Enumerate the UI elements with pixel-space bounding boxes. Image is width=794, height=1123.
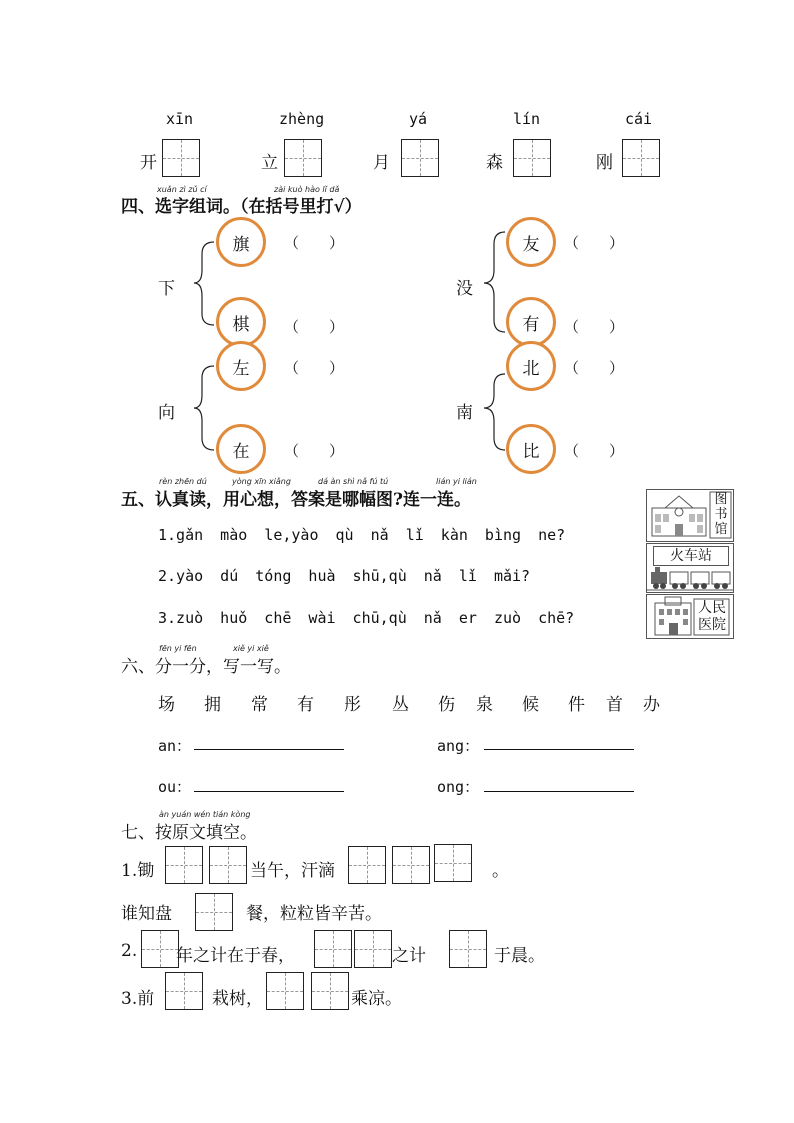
brace-3 xyxy=(194,366,214,450)
poem-text: 之计 xyxy=(392,946,426,966)
answer-parentheses[interactable]: （ ） xyxy=(284,359,345,377)
question-line: 1.gǎn mào le,yào qù nǎ lǐ kàn bìng ne? xyxy=(158,526,566,544)
sort-char: 候 xyxy=(522,695,539,715)
char-5: 刚 xyxy=(596,153,613,173)
stem-char: 南 xyxy=(456,403,473,423)
answer-parentheses[interactable]: （ ） xyxy=(284,442,345,460)
answer-line[interactable] xyxy=(484,749,634,750)
sort-char: 场 xyxy=(158,695,175,715)
poem-text: 餐，粒粒皆辛苦。 xyxy=(246,904,382,924)
section-7-title: 七、按原文填空。 xyxy=(121,823,257,843)
rhyme-label: ong： xyxy=(437,778,480,796)
poem-text: 年之计在于春， xyxy=(176,946,295,966)
tianzi-box[interactable] xyxy=(348,846,386,884)
picture-label: 火车站 xyxy=(653,546,729,566)
option-circle[interactable]: 左 xyxy=(216,341,266,391)
tianzi-box[interactable] xyxy=(195,893,233,931)
brace-4 xyxy=(484,374,505,450)
tianzi-box[interactable] xyxy=(266,972,304,1010)
option-circle[interactable]: 比 xyxy=(506,424,556,474)
picture-label: 人民医院 xyxy=(698,600,726,633)
sort-char: 泉 xyxy=(476,695,493,715)
library-picture[interactable] xyxy=(646,489,734,542)
sort-char: 常 xyxy=(251,695,268,715)
answer-parentheses[interactable]: （ ） xyxy=(564,234,625,252)
tianzi-box[interactable] xyxy=(434,844,472,882)
poem-text: 栽树， xyxy=(212,989,263,1009)
poem-text: 于晨。 xyxy=(494,946,545,966)
stem-char: 没 xyxy=(456,279,473,299)
sort-char: 彤 xyxy=(344,695,361,715)
question-line: 3.zuò huǒ chē wài chū,qù nǎ er zuò chē? xyxy=(158,609,575,627)
option-circle[interactable]: 友 xyxy=(506,217,556,267)
ruby-annotation: xuǎn zì zǔ cí xyxy=(157,185,207,194)
ruby-annotation: xiě yi xiě xyxy=(233,644,269,653)
char-2: 立 xyxy=(261,153,278,173)
poem-text: 当午，汗滴 xyxy=(250,861,335,881)
pinyin-3: yá xyxy=(409,110,428,128)
option-circle[interactable]: 在 xyxy=(216,424,266,474)
pinyin-4: lín xyxy=(513,110,541,128)
train-station-picture[interactable] xyxy=(646,543,734,593)
tianzi-box[interactable] xyxy=(209,846,247,884)
ruby-annotation: lián yi lián xyxy=(436,477,477,486)
rhyme-label: ou： xyxy=(158,778,192,796)
poem-text: 乘凉。 xyxy=(351,989,402,1009)
tianzi-box[interactable] xyxy=(314,930,352,968)
option-circle[interactable]: 棋 xyxy=(216,297,266,347)
tianzi-box[interactable] xyxy=(165,972,203,1010)
tianzi-box[interactable] xyxy=(449,930,487,968)
ruby-annotation: rèn zhēn dú xyxy=(159,477,207,486)
answer-line[interactable] xyxy=(194,791,344,792)
sort-char: 办 xyxy=(643,695,660,715)
answer-parentheses[interactable]: （ ） xyxy=(284,318,345,336)
tianzi-box[interactable] xyxy=(141,930,179,968)
section-4-title: 四、选字组词。（在括号里打√） xyxy=(121,197,362,217)
option-circle[interactable]: 有 xyxy=(506,297,556,347)
answer-parentheses[interactable]: （ ） xyxy=(284,234,345,252)
section-5-title: 五、认真读，用心想，答案是哪幅图?连一连。 xyxy=(121,490,471,510)
ruby-annotation: yòng xīn xiǎng xyxy=(232,477,291,486)
answer-parentheses[interactable]: （ ） xyxy=(564,442,625,460)
poem-text: 2. xyxy=(121,941,138,961)
tianzi-box[interactable] xyxy=(311,972,349,1010)
sort-char: 丛 xyxy=(392,695,409,715)
stem-char: 下 xyxy=(158,279,175,299)
section-6-title: 六、分一分，写一写。 xyxy=(121,657,291,677)
ruby-annotation: àn yuán wén tián kòng xyxy=(159,810,251,819)
option-circle[interactable]: 北 xyxy=(506,341,556,391)
rhyme-label: ang： xyxy=(437,737,480,755)
pinyin-1: xīn xyxy=(166,110,194,128)
poem-text: 3.前 xyxy=(121,989,155,1009)
sort-char: 首 xyxy=(606,695,623,715)
pinyin-5: cái xyxy=(625,110,653,128)
poem-text: 。 xyxy=(492,861,509,881)
sort-char: 件 xyxy=(568,695,585,715)
tianzi-box[interactable] xyxy=(354,930,392,968)
tianzi-box[interactable] xyxy=(165,846,203,884)
answer-line[interactable] xyxy=(484,791,634,792)
sort-char: 伤 xyxy=(438,695,455,715)
rhyme-label: an： xyxy=(158,737,192,755)
stem-char: 向 xyxy=(158,403,175,423)
answer-parentheses[interactable]: （ ） xyxy=(564,318,625,336)
option-circle[interactable]: 旗 xyxy=(216,217,266,267)
char-1: 开 xyxy=(140,153,157,173)
picture-label: 图书馆 xyxy=(714,492,728,537)
brace-2 xyxy=(484,232,505,332)
ruby-annotation: fēn yi fēn xyxy=(159,644,197,653)
tianzi-box[interactable] xyxy=(392,846,430,884)
question-line: 2.yào dú tóng huà shū,qù nǎ lǐ mǎi? xyxy=(158,567,531,585)
char-3: 月 xyxy=(373,153,390,173)
pinyin-2: zhèng xyxy=(279,110,325,128)
sort-char: 有 xyxy=(297,695,314,715)
train-icon xyxy=(647,566,733,592)
answer-parentheses[interactable]: （ ） xyxy=(564,359,625,377)
poem-text: 1.锄 xyxy=(121,861,155,881)
hospital-picture[interactable] xyxy=(646,594,734,639)
sort-char: 拥 xyxy=(204,695,221,715)
ruby-annotation: zài kuò hào lǐ dǎ xyxy=(274,185,340,194)
ruby-annotation: dá àn shì nǎ fú tú xyxy=(318,477,389,486)
char-4: 森 xyxy=(486,153,503,173)
brace-1 xyxy=(194,242,214,325)
answer-line[interactable] xyxy=(194,749,344,750)
poem-text: 谁知盘 xyxy=(121,904,172,924)
